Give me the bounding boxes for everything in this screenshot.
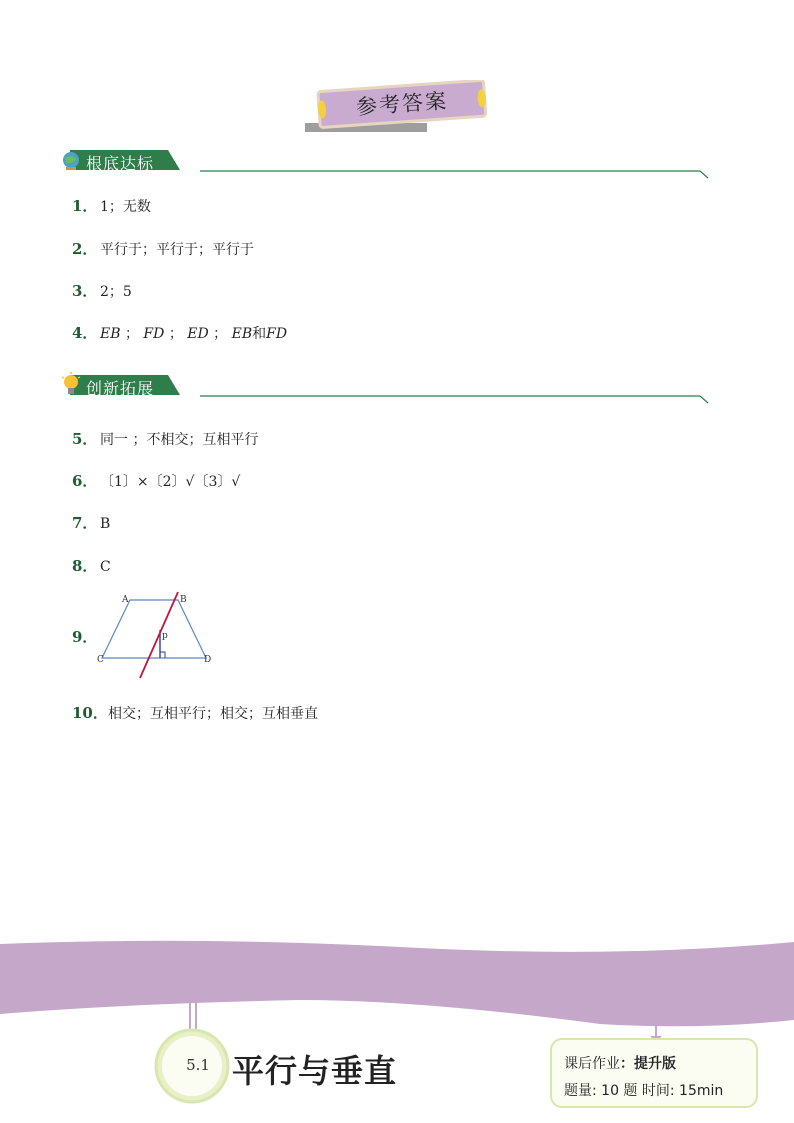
answer-text: 2；5 <box>100 284 132 300</box>
section-title: 创新拓展 <box>86 379 155 398</box>
answer-item <box>72 280 132 301</box>
label-d: D <box>204 655 212 665</box>
answer-item <box>72 512 110 533</box>
answer-text <box>100 323 287 343</box>
answer-number: 10． <box>72 704 108 722</box>
separator: ； <box>120 326 139 342</box>
section-title: 根底达标 <box>86 154 155 173</box>
answer-text: B <box>100 516 111 532</box>
segment-ed: ED <box>187 326 209 342</box>
separator: ； <box>164 326 183 342</box>
answer-number: 4． <box>72 324 98 342</box>
answer-number: 1． <box>72 197 98 215</box>
answer-item <box>72 238 254 259</box>
answer-text: C <box>100 559 111 575</box>
label-b: B <box>180 595 187 605</box>
homework-count-time: 题量: 10 题 时间: 15min <box>564 1083 724 1099</box>
answer-item <box>72 428 258 449</box>
homework-info-box <box>550 1038 758 1108</box>
answer-text: 〔1〕×〔2〕√〔3〕√ <box>100 474 241 490</box>
segment-eb: EB <box>231 326 253 342</box>
answer-item <box>72 322 287 343</box>
right-angle-mark <box>160 652 165 658</box>
homework-label: 课后作业 <box>564 1056 620 1072</box>
trapezoid-shape <box>102 600 206 658</box>
answer-number: 2． <box>72 240 98 258</box>
segment-fd: FD <box>143 326 165 342</box>
answer-item <box>72 470 240 491</box>
label-c: C <box>97 655 104 665</box>
segment-fd: FD <box>266 326 288 342</box>
answer-item <box>72 555 111 576</box>
trapezoid-figure <box>96 590 216 680</box>
page-title: 参考答案 <box>355 88 449 120</box>
answer-text: 平行于；平行于；平行于 <box>100 242 254 258</box>
separator: ； <box>208 326 228 342</box>
answer-text: 同一 ；不相交；互相平行 <box>100 432 259 448</box>
section-header-extension <box>60 371 712 405</box>
answer-number: 3． <box>72 282 98 300</box>
answer-number: 8． <box>72 557 98 575</box>
lesson-title: 平行与垂直 <box>232 1052 398 1090</box>
answer-number: 5． <box>72 430 98 448</box>
answer-item <box>72 702 318 723</box>
answer-item <box>72 195 151 216</box>
label-a: A <box>122 595 129 605</box>
answer-number: 6． <box>72 472 98 490</box>
answer-number: 7． <box>72 514 98 532</box>
homework-level: ：提升版 <box>620 1056 676 1072</box>
answer-text: 1；无数 <box>100 199 151 215</box>
answer-text: 相交；互相平行；相交；互相垂直 <box>108 706 318 722</box>
conjunction: 和 <box>252 326 267 342</box>
parallel-line <box>140 592 178 678</box>
homework-label-line <box>564 1053 676 1073</box>
segment-eb: EB <box>100 326 121 342</box>
answer-number: 9． <box>72 628 98 646</box>
lesson-number: 5.1 <box>186 1056 210 1074</box>
label-p: p <box>162 631 168 641</box>
section-header-basic <box>60 146 712 180</box>
